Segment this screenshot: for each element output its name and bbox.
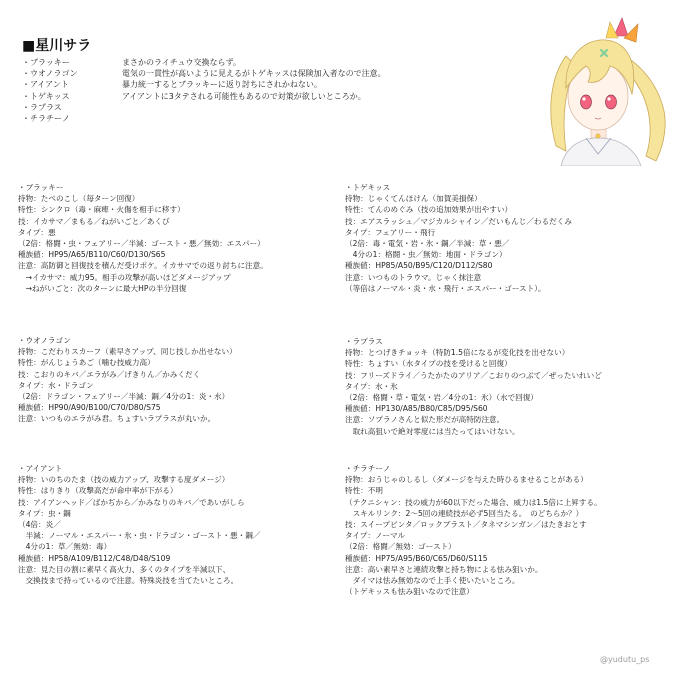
card-line: 注意：高防御と回復技を積んだ受けポケ。イカサマでの返り討ちに注意。	[18, 261, 268, 271]
card-line: →ねがいごと：次のターンに最大HPの半分回復	[18, 283, 187, 293]
card-line: 技：アイアンヘッド／ばかぢから／かみなりのキバ／であいがしら	[18, 497, 245, 507]
card-line: 持物：おうじゃのしるし（ダメージを与えた時ひるませることがある）	[345, 475, 588, 485]
card-line: ・ラプラス	[345, 337, 383, 346]
card-line: 技：エアスラッシュ／マジカルシャイン／だいもんじ／わるだくみ	[345, 216, 572, 226]
card-line: （2倍：ドラゴン・フェアリー／半減：鋼／4分の1：炎・水）	[18, 391, 230, 401]
card-line: ・ブラッキー	[18, 183, 64, 192]
card-line: 4分の1：格闘・虫／無効：地面・ドラゴン）	[345, 250, 507, 260]
card-line: 特性：シンクロ（毒・麻痺・火傷を相手に移す）	[18, 205, 185, 215]
card-line: 持物：とつげきチョッキ（特防1.5倍になるが変化技を出せない）	[345, 348, 570, 358]
card-line: 注意：見た目の割に素早く高火力、多くのタイプを半減以下、	[18, 564, 231, 574]
card-line: 種族値：HP90/A90/B100/C70/D80/S75	[18, 403, 161, 413]
pokemon-card-togekiss	[345, 182, 572, 294]
summary-row	[22, 113, 492, 124]
summary-pokemon-name: ・ラプラス	[22, 102, 62, 112]
card-line: 持物：たべのこし（毎ターン回復）	[18, 194, 140, 204]
card-line: 取れ高狙いで絶対零度には当たってはいけない。	[345, 426, 520, 436]
card-line: 種族値：HP58/A109/B112/C48/D48/S109	[18, 553, 171, 563]
summary-list	[22, 57, 492, 124]
card-line: 特性：ちょすい（水タイプの技を受けると回復）	[345, 359, 512, 369]
card-line: タイプ：虫・鋼	[18, 508, 71, 518]
summary-row	[22, 91, 492, 102]
card-line: 持物：いのちのたま（技の威力アップ、攻撃する度ダメージ）	[18, 475, 230, 485]
summary-row	[22, 68, 492, 79]
card-line: ダイマは怯み無効なので上手く使いたいところ。	[345, 575, 520, 585]
card-line: 注意：いつものエラがみ君。ちょすいラプラスが丸いか。	[18, 414, 216, 424]
card-line: 特性：不明	[345, 486, 383, 496]
card-line: （2倍：毒・電気・岩・氷・鋼／半減：草・悪／	[345, 238, 510, 248]
card-line: 注意：いつものトラウマ。じゃく抹注意	[345, 272, 482, 282]
card-line: 注意：ソプラノさんと似た形だが高特防注意。	[345, 415, 505, 425]
card-line: タイプ：ノーマル	[345, 531, 406, 541]
card-line: （2倍：格闘・草・電気・岩／4分の1：氷）（水で回復）	[345, 392, 538, 402]
watermark: @yudutu_ps	[600, 655, 650, 664]
card-line: 種族値：HP130/A85/B80/C85/D95/S60	[345, 404, 488, 414]
card-line: （2倍：格闘・虫・フェアリー／半減：ゴースト・悪／無効：エスパー）	[18, 238, 265, 248]
card-line: 特性：はりきり（攻撃高だが命中率が下がる）	[18, 486, 178, 496]
page-title: ■星川サラ	[22, 38, 92, 54]
card-line: 技：フリーズドライ／うたかたのアリア／こおりのつぶて／ぜったいれいど	[345, 370, 602, 380]
summary-note: アイアントに3タテされる可能性もあるので対策が欲しいところか。	[122, 91, 366, 101]
card-line: （2倍：格闘／無効：ゴースト）	[345, 542, 456, 552]
card-line: スキルリンク：2～5回の連続技が必ず5回当たる。 のどちらか？）	[345, 508, 584, 518]
card-line: 注意：高い素早さと連続攻撃と持ち物による怯み狙いか。	[345, 564, 543, 574]
card-line: （4倍：炎／	[18, 519, 61, 529]
card-line: 交換技まで持っているので注意。特殊炎技を当てたいところ。	[18, 575, 239, 585]
pokemon-card-dracovish	[18, 335, 237, 425]
card-line: （等倍はノーマル・炎・水・飛行・エスパー・ゴースト）。	[345, 283, 546, 293]
pokemon-card-lapras	[345, 336, 602, 437]
card-line: ・アイアント	[18, 464, 63, 473]
card-line: 種族値：HP95/A65/B110/C60/D130/S65	[18, 250, 166, 260]
summary-note: まさかのライチュウ交換ならず。	[122, 58, 241, 67]
summary-pokemon-name: ・アイアント	[22, 80, 69, 90]
card-line: タイプ：フェアリー・飛行	[345, 227, 436, 237]
summary-pokemon-name: ・ブラッキー	[22, 58, 70, 67]
card-line: タイプ：水・氷	[345, 381, 398, 391]
summary-row	[22, 102, 492, 113]
card-line: 種族値：HP75/A95/B60/C65/D60/S115	[345, 553, 488, 563]
summary-note: 電気の一貫性が高いように見えるがトゲキッスは保険加入者なので注意。	[122, 69, 386, 79]
summary-note: 暴力統一するとブラッキーに返り討ちにされかねない。	[122, 80, 322, 90]
card-line: 持物：こだわりスカーフ（素早さアップ、同じ技しか出せない）	[18, 347, 237, 357]
card-line: 特性：がんじょうあご（噛む技威力高）	[18, 358, 155, 368]
summary-row	[22, 57, 492, 68]
ribbon-icon	[606, 18, 638, 42]
card-line: （テクニシャン：技の威力が60以下だった場合、威力は1.5倍に上昇する。	[345, 497, 602, 507]
card-line: 技：イカサマ／まもる／ねがいごと／あくび	[18, 216, 170, 226]
summary-pokemon-name: ・トゲキッス	[22, 91, 70, 101]
card-line: 種族値：HP85/A50/B95/C120/D112/S80	[345, 261, 493, 271]
pokemon-card-cinccino	[345, 463, 602, 597]
card-line: ・ウオノラゴン	[18, 336, 71, 345]
summary-row	[22, 79, 492, 90]
card-line: 半減：ノーマル・エスパー・氷・虫・ドラゴン・ゴースト・悪・鋼／	[18, 531, 261, 541]
card-line: →イカサマ：威力95。相手の攻撃が高いほどダメージアップ	[18, 272, 231, 282]
summary-pokemon-name: ・チラチーノ	[22, 113, 70, 123]
choker-icon	[596, 134, 600, 138]
card-line: 持物：じゃくてんほけん（加賀美損保）	[345, 194, 482, 204]
pokemon-card-umbreon	[18, 182, 268, 294]
card-line: （トゲキッスも怯み狙いなので注意）	[345, 587, 474, 597]
pokemon-card-durant	[18, 463, 260, 586]
card-line: 4分の1：草／無効：毒）	[18, 542, 112, 552]
card-line: タイプ：水・ドラゴン	[18, 380, 94, 390]
card-line: タイプ：悪	[18, 227, 56, 237]
card-line: ・トゲキッス	[345, 183, 391, 192]
character-portrait	[506, 16, 676, 166]
card-line: 技：スイープビンタ／ロックブラスト／タネマシンガン／はたきおとす	[345, 519, 587, 529]
card-line: ・チラチーノ	[345, 464, 391, 473]
card-line: 特性：てんのめぐみ（技の追加効果が出やすい）	[345, 205, 513, 215]
card-line: 技：こおりのキバ／エラがみ／げきりん／かみくだく	[18, 369, 201, 379]
shoulders	[561, 138, 641, 166]
summary-pokemon-name: ・ウオノラゴン	[22, 69, 78, 79]
